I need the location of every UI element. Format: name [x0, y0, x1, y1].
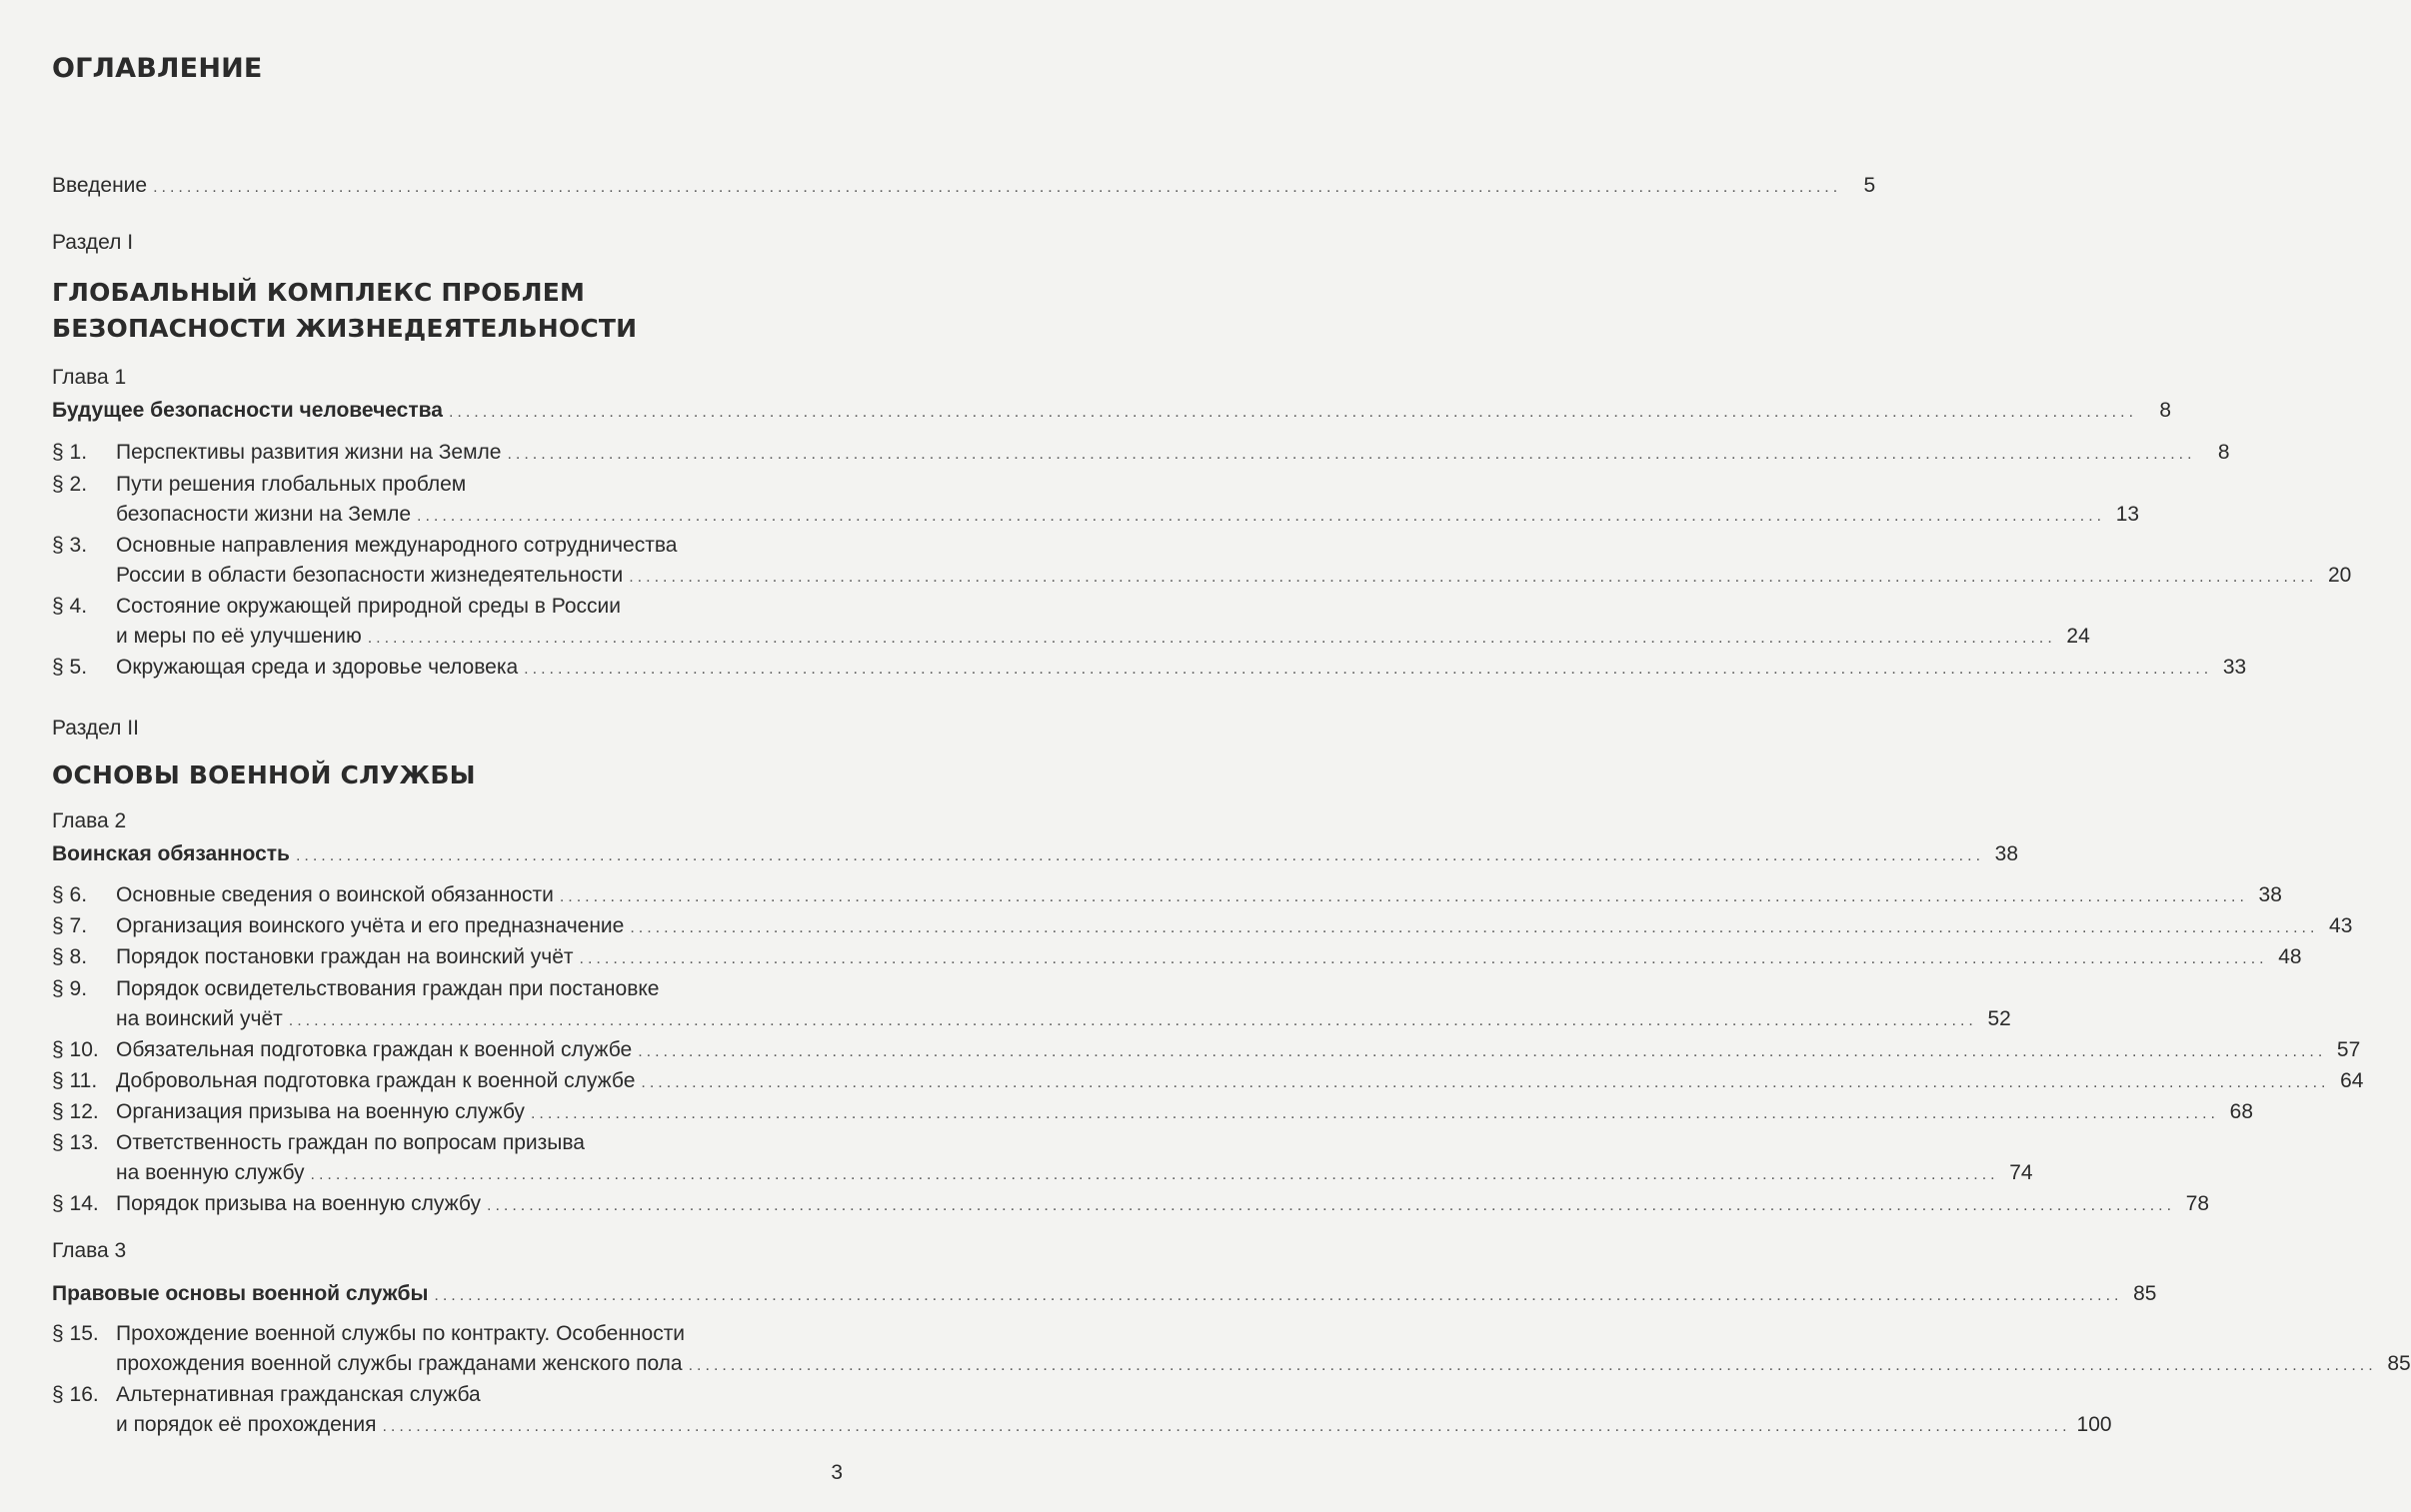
leader-dots: ........................................................................................................................................................................................................	[367, 630, 2056, 647]
paragraph-number: § 13.	[52, 1131, 99, 1154]
entry-text: России в области безопасности жизнедеятельности	[116, 564, 624, 587]
paragraph-number: § 14.	[52, 1192, 99, 1215]
entry-text: на воинский учёт	[116, 1007, 283, 1030]
paragraph-number: § 7.	[52, 914, 88, 937]
leader-dots: ........................................................................................................................................................................................................	[310, 1166, 1999, 1183]
chapter-label: Глава 1	[52, 366, 127, 389]
toc-entry-intro	[52, 171, 1876, 201]
page-number: 57	[2336, 1038, 2361, 1061]
page-number: 48	[2278, 945, 2302, 968]
page-number: 68	[2229, 1100, 2253, 1123]
toc-entry	[52, 1035, 2361, 1065]
page-number: 100	[2076, 1413, 2112, 1436]
paragraph-number: § 15.	[52, 1322, 99, 1345]
leader-dots: ........................................................................................................................................................................................................	[295, 847, 1985, 864]
entry-text: Организация воинского учёта и его предназначение	[116, 914, 625, 937]
chapter-label: Глава 2	[52, 809, 127, 832]
leader-dots: ........................................................................................................................................................................................................	[629, 569, 2318, 586]
entry-text: Ответственность граждан по вопросам призыва	[116, 1131, 585, 1154]
leader-dots: ........................................................................................................................................................................................................	[487, 1197, 2176, 1214]
toc-entry	[52, 531, 2352, 591]
toc-entry	[52, 592, 2090, 652]
entry-text: и меры по её улучшению	[116, 625, 362, 648]
toc-entry	[52, 911, 2353, 941]
page-folio: 3	[831, 1461, 843, 1484]
entry-text: на военную службу	[116, 1161, 305, 1184]
toc-entry	[52, 653, 2247, 683]
page-number: 8	[2159, 399, 2172, 422]
toc-entry	[52, 1128, 2033, 1188]
leader-dots: ........................................................................................................................................................................................................	[417, 508, 2106, 525]
toc-entry-chapter	[52, 396, 2172, 426]
entry-text: Перспективы развития жизни на Земле	[116, 441, 502, 464]
page-number: 13	[2115, 503, 2140, 526]
leader-dots: ........................................................................................................................................................................................................	[638, 1043, 2327, 1060]
leader-dots: ........................................................................................................................................................................................................	[153, 179, 1842, 196]
entry-text: Пути решения глобальных проблем	[116, 473, 467, 496]
page-number: 85	[2133, 1282, 2157, 1305]
paragraph-number: § 5.	[52, 656, 88, 679]
toc-entry-chapter	[52, 839, 2019, 869]
toc-entry	[52, 974, 2011, 1034]
paragraph-number: § 8.	[52, 945, 88, 968]
toc-entry	[52, 1097, 2253, 1127]
section-label: Раздел I	[52, 231, 134, 254]
section-label: Раздел II	[52, 717, 139, 740]
paragraph-number: § 11.	[52, 1069, 98, 1092]
paragraph-number: § 9.	[52, 977, 88, 1000]
chapter-label: Глава 3	[52, 1239, 127, 1262]
paragraph-number: § 6.	[52, 883, 88, 906]
page-number: 43	[2329, 914, 2353, 937]
entry-text: Основные сведения о воинской обязанности	[116, 883, 554, 906]
leader-dots: ........................................................................................................................................................................................................	[382, 1418, 2071, 1435]
entry-text: Порядок освидетельствования граждан при постановке	[116, 977, 660, 1000]
entry-text: и порядок её прохождения	[116, 1413, 377, 1436]
leader-dots: ........................................................................................................................................................................................................	[559, 888, 2248, 905]
toc-entry	[52, 1189, 2210, 1219]
paragraph-number: § 2.	[52, 473, 88, 496]
leader-dots: ........................................................................................................................................................................................................	[288, 1012, 1977, 1029]
entry-text: Состояние окружающей природной среды в России	[116, 595, 621, 618]
entry-text: Правовые основы военной службы	[52, 1282, 429, 1305]
entry-text: безопасности жизни на Земле	[116, 503, 412, 526]
paragraph-number: § 10.	[52, 1038, 99, 1061]
page-title: ОГЛАВЛЕНИЕ	[52, 53, 263, 84]
toc-entry-chapter	[52, 1279, 2157, 1309]
entry-text: Альтернативная гражданская служба	[116, 1383, 481, 1406]
leader-dots: ........................................................................................................................................................................................................	[579, 950, 2268, 967]
paragraph-number: § 3.	[52, 534, 88, 557]
leader-dots: ........................................................................................................................................................................................................	[507, 446, 2196, 463]
entry-text: Введение	[52, 174, 148, 197]
page-number: 85	[2387, 1352, 2411, 1375]
toc-entry	[52, 1319, 2411, 1379]
leader-dots: ........................................................................................................................................................................................................	[448, 404, 2138, 421]
leader-dots: ........................................................................................................................................................................................................	[524, 661, 2213, 678]
leader-dots: ........................................................................................................................................................................................................	[630, 919, 2319, 936]
page-number: 52	[1987, 1007, 2011, 1030]
page-number: 64	[2340, 1069, 2364, 1092]
paragraph-number: § 16.	[52, 1383, 99, 1406]
leader-dots: ........................................................................................................................................................................................................	[688, 1357, 2377, 1374]
page-number: 38	[1994, 842, 2019, 865]
entry-text: Воинская обязанность	[52, 842, 290, 865]
toc-entry	[52, 1380, 2112, 1440]
section-title: ГЛОБАЛЬНЫЙ КОМПЛЕКС ПРОБЛЕМ БЕЗОПАСНОСТИ ЖИЗНЕДЕЯТЕЛЬНОСТИ	[52, 278, 638, 343]
entry-text: Порядок постановки граждан на воинский учёт	[116, 945, 574, 968]
entry-text: прохождения военной службы гражданами женского пола	[116, 1352, 683, 1375]
entry-text: Прохождение военной службы по контракту. Особенности	[116, 1322, 686, 1345]
toc-entry	[52, 470, 2140, 530]
entry-text: Окружающая среда и здоровье человека	[116, 656, 519, 679]
entry-text: Добровольная подготовка граждан к военной службе	[116, 1069, 636, 1092]
entry-text: Обязательная подготовка граждан к военной службе	[116, 1038, 633, 1061]
entry-text: Организация призыва на военную службу	[116, 1100, 525, 1123]
entry-text: Порядок призыва на военную службу	[116, 1192, 481, 1215]
entry-text: Основные направления международного сотрудничества	[116, 534, 678, 557]
page-number: 74	[2009, 1161, 2033, 1184]
toc-entry	[52, 942, 2302, 972]
page-number: 20	[2327, 564, 2352, 587]
leader-dots: ........................................................................................................................................................................................................	[434, 1287, 2123, 1304]
paragraph-number: § 1.	[52, 441, 88, 464]
page-number: 8	[2217, 441, 2230, 464]
leader-dots: ........................................................................................................................................................................................................	[530, 1105, 2219, 1122]
toc-entry	[52, 880, 2282, 910]
page-number: 38	[2258, 883, 2282, 906]
section-title: ОСНОВЫ ВОЕННОЙ СЛУЖБЫ	[52, 760, 476, 789]
page-number: 5	[1863, 174, 1876, 197]
page-number: 33	[2222, 656, 2247, 679]
paragraph-number: § 4.	[52, 595, 88, 618]
page-number: 78	[2185, 1192, 2210, 1215]
entry-text: Будущее безопасности человечества	[52, 399, 443, 422]
paragraph-number: § 12.	[52, 1100, 99, 1123]
toc-entry	[52, 1066, 2364, 1096]
page-number: 24	[2066, 625, 2090, 648]
leader-dots: ........................................................................................................................................................................................................	[641, 1074, 2330, 1091]
toc-entry	[52, 438, 2230, 468]
